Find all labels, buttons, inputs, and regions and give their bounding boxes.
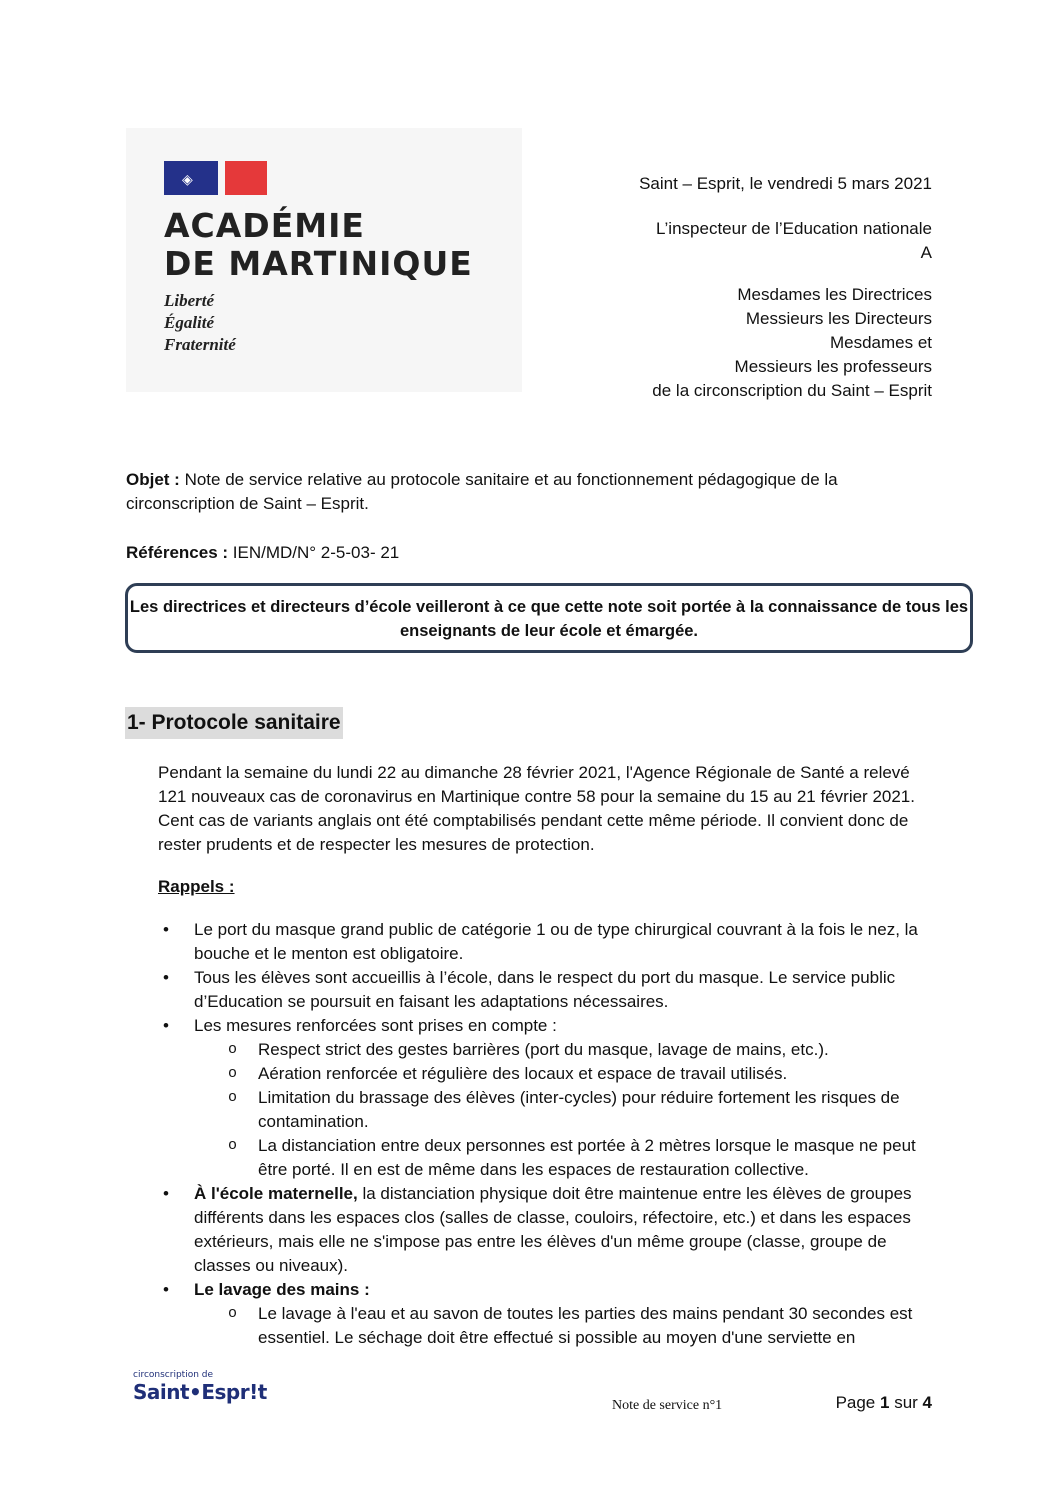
rappels-list [158, 918, 938, 1350]
circle-bullet-icon: o [228, 1305, 238, 1322]
list-item-text: Le port du masque grand public de catégorie 1 ou de type chirurgical couvrant à la fois le nez, la bouche et le menton est obligatoire. [194, 920, 918, 963]
footer-logo-small: circonscription de [133, 1370, 214, 1380]
list-item-text: Tous les élèves sont accueillis à l’école, dans le respect du port du masque. Le service public d’Education se poursuit en faisant les adaptations nécessaires. [194, 968, 896, 1011]
sender-line1: L’inspecteur de l’Education nationale [656, 219, 932, 238]
page-prefix: Page [835, 1393, 880, 1412]
sub-item-text: Limitation du brassage des élèves (inter-cycles) pour réduire fortement les risques de contamination. [258, 1088, 900, 1131]
logo-line1: ACADÉMIE [164, 206, 365, 245]
list-item [158, 1014, 938, 1038]
sub-list-item [158, 1086, 938, 1134]
motto-fraternite: Fraternité [164, 335, 236, 354]
recipient-line: de la circonscription du Saint – Esprit [652, 381, 932, 400]
objet-label: Objet : [126, 470, 180, 489]
notice-box: Les directrices et directeurs d’école veilleront à ce que cette note soit portée à la connaissance de tous les enseignants de leur école et émargée. [125, 583, 973, 653]
bullet-icon: • [163, 968, 169, 987]
list-item [158, 918, 938, 966]
sub-list-item [158, 1302, 938, 1350]
page-total: 4 [922, 1393, 932, 1412]
flag-red-icon [225, 161, 267, 195]
bullet-icon: • [163, 1280, 169, 1299]
objet-paragraph [126, 468, 936, 516]
footer-note: Note de service n°1 [612, 1398, 723, 1413]
sub-list-item [158, 1134, 938, 1182]
footer-logo-big: Saint•Espr!t [133, 1380, 267, 1404]
sub-item-text: Le lavage à l'eau et au savon de toutes les parties des mains pendant 30 secondes est essentiel. Le séchage doit être effectué si possible au moyen d'une serviette en [258, 1304, 913, 1347]
logo-motto [164, 290, 236, 356]
bullet-icon: • [163, 920, 169, 939]
section-title: 1- Protocole sanitaire [125, 707, 343, 739]
motto-liberte: Liberté [164, 291, 215, 310]
bullet-icon: • [163, 1184, 169, 1203]
references-text: IEN/MD/N° 2-5-03- 21 [228, 543, 400, 562]
marianne-icon: ◈ [182, 172, 193, 188]
recipient-line: Mesdames et [829, 333, 932, 352]
sub-item-text: Respect strict des gestes barrières (port du masque, lavage de mains, etc.). [258, 1040, 829, 1059]
list-item-text: Les mesures renforcées sont prises en compte : [194, 1016, 557, 1035]
recipient-line: Messieurs les professeurs [734, 357, 932, 376]
sub-item-text: Aération renforcée et régulière des locaux et espace de travail utilisés. [258, 1064, 788, 1083]
academie-logo [126, 128, 522, 392]
page-mid: sur [889, 1393, 923, 1412]
list-item [158, 966, 938, 1014]
rappels-heading: Rappels : [158, 877, 235, 896]
sender-line2: A [920, 243, 932, 262]
sub-list-item [158, 1062, 938, 1086]
maternelle-text: la distanciation physique doit être maintenue entre les élèves de groupes différents dans les espaces clos (salles de classe, couloirs, réfectoire, etc.) et dans les espaces extérieurs, mais elle ne s'impose pas entre les élèves d'un même groupe (classe, groupe de classes ou niveaux). [194, 1184, 912, 1275]
page-number [836, 1393, 932, 1413]
sub-item-text: La distanciation entre deux personnes est portée à 2 mètres lorsque le masque ne peut être porté. Il en est de même dans les espaces de restauration collective. [258, 1136, 916, 1179]
circle-bullet-icon: o [228, 1065, 238, 1082]
recipient-line: Messieurs les Directeurs [745, 309, 932, 328]
lavage-title: Le lavage des mains : [194, 1280, 370, 1299]
objet-text: Note de service relative au protocole sanitaire et au fonctionnement pédagogique de la circonscription de Saint – Esprit. [126, 470, 838, 513]
bullet-icon: • [163, 1016, 169, 1035]
motto-egalite: Égalité [164, 313, 215, 332]
list-item [158, 1182, 938, 1278]
letter-date: Saint – Esprit, le vendredi 5 mars 2021 [639, 174, 932, 193]
page-current: 1 [880, 1393, 890, 1412]
sub-list-item [158, 1038, 938, 1062]
letter-recipients [652, 283, 932, 403]
circle-bullet-icon: o [228, 1137, 238, 1154]
circle-bullet-icon: o [228, 1041, 238, 1058]
circle-bullet-icon: o [228, 1089, 238, 1106]
references-label: Références : [126, 543, 229, 562]
references-paragraph [126, 541, 936, 565]
list-item [158, 1278, 938, 1302]
logo-line2: DE MARTINIQUE [164, 244, 473, 283]
recipient-line: Mesdames les Directrices [737, 285, 932, 304]
maternelle-bold: À l'école maternelle, [194, 1184, 358, 1203]
letter-sender [656, 217, 932, 265]
section-intro: Pendant la semaine du lundi 22 au dimanche 28 février 2021, l'Agence Régionale de Santé a relevé 121 nouveaux cas de coronavirus en Martinique contre 58 pour la semaine du 15 au 21 février 2021. Cent cas de variants anglais ont été comptabilisés pendant cette même période. Il convient donc de rester prudents et de respecter les mesures de protection. [158, 763, 915, 854]
